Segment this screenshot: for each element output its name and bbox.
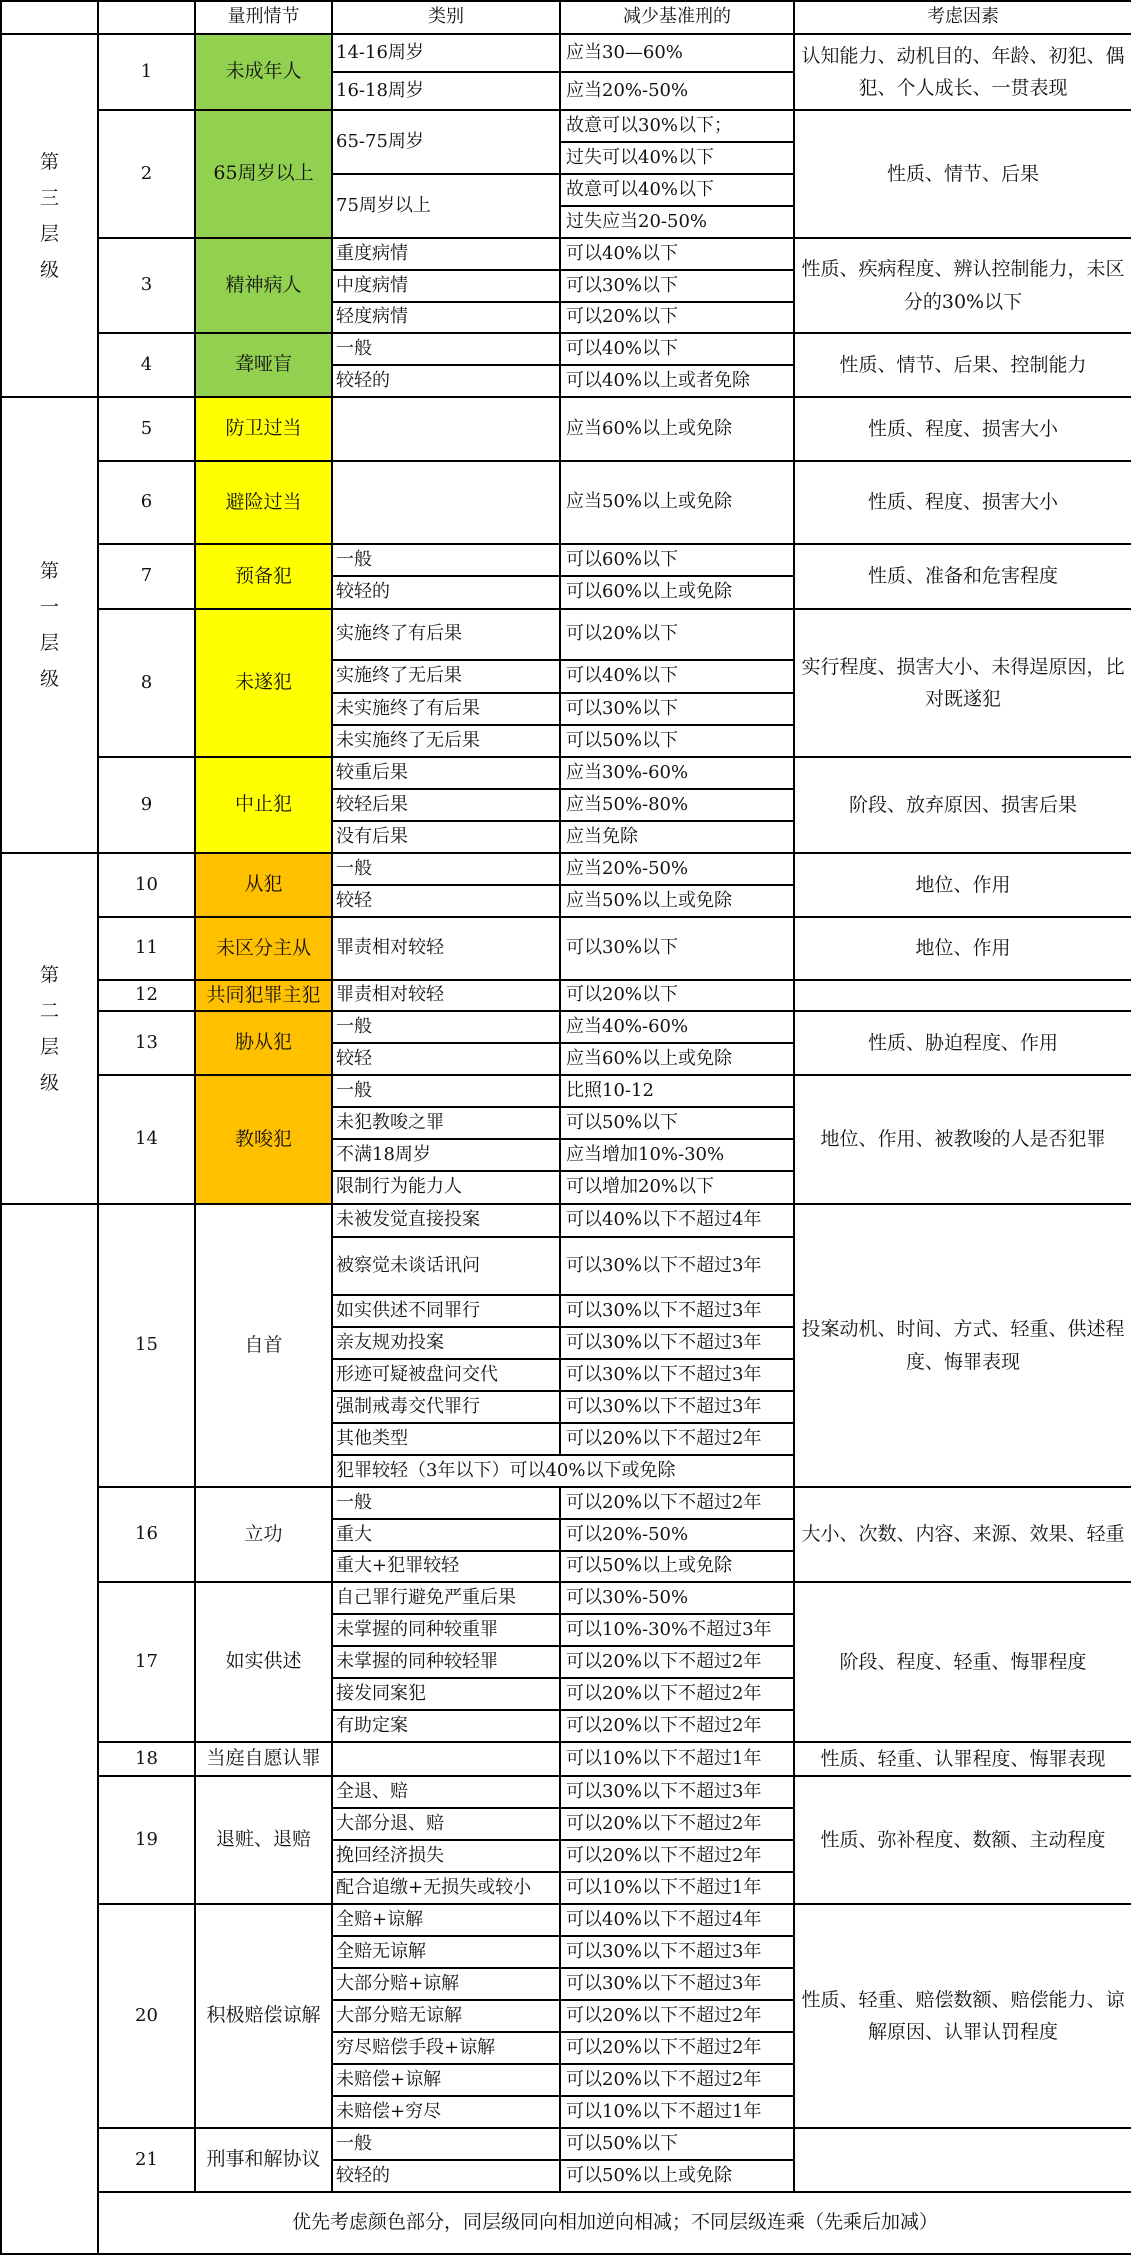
reduction-cell: 应当30—60% xyxy=(560,34,794,72)
reduction-cell: 可以20%以下不超过2年 xyxy=(560,1487,794,1519)
category-cell: 接发同案犯 xyxy=(332,1678,560,1710)
factors-cell: 阶段、放弃原因、损害后果 xyxy=(794,757,1131,853)
row-number: 11 xyxy=(98,917,195,980)
category-cell: 75周岁以上 xyxy=(332,174,560,238)
category-cell: 未赔偿+穷尽 xyxy=(332,2096,560,2128)
row-number: 14 xyxy=(98,1075,195,1204)
category-cell: 一般 xyxy=(332,1075,560,1107)
reduction-cell: 过失可以40%以下 xyxy=(560,142,794,174)
reduction-cell: 应当50%-80% xyxy=(560,789,794,821)
category-cell: 重大 xyxy=(332,1519,560,1551)
circumstance-cell: 精神病人 xyxy=(195,238,332,333)
category-cell xyxy=(332,1742,560,1776)
row-number: 20 xyxy=(98,1904,195,2128)
table-row xyxy=(1,1582,1131,1614)
row-number: 9 xyxy=(98,757,195,853)
reduction-cell: 可以30%以下不超过3年 xyxy=(560,1936,794,1968)
category-cell: 罪责相对较轻 xyxy=(332,980,560,1011)
circumstance-cell: 防卫过当 xyxy=(195,397,332,461)
reduction-cell: 可以20%以下 xyxy=(560,609,794,660)
category-cell: 一般 xyxy=(332,1487,560,1519)
factors-cell: 实行程度、损害大小、未得逞原因，比对既遂犯 xyxy=(794,609,1131,757)
category-cell: 全赔无谅解 xyxy=(332,1936,560,1968)
reduction-cell: 应当40%-60% xyxy=(560,1011,794,1043)
reduction-cell: 可以60%以下 xyxy=(560,544,794,576)
table-row xyxy=(1,980,1131,1011)
category-cell: 不满18周岁 xyxy=(332,1139,560,1171)
category-cell: 未掌握的同种较轻罪 xyxy=(332,1646,560,1678)
category-cell: 未实施终了有后果 xyxy=(332,693,560,725)
table-row xyxy=(1,917,1131,980)
table-row xyxy=(1,333,1131,365)
row-number: 8 xyxy=(98,609,195,757)
tier-label-fourth xyxy=(1,1204,98,2254)
reduction-cell: 可以10%以下不超过1年 xyxy=(560,1742,794,1776)
category-cell: 穷尽赔偿手段+谅解 xyxy=(332,2032,560,2064)
reduction-cell: 可以30%以下不超过3年 xyxy=(560,1327,794,1359)
table-row xyxy=(1,853,1131,885)
reduction-cell: 可以30%以下 xyxy=(560,693,794,725)
reduction-cell: 应当50%以上或免除 xyxy=(560,885,794,917)
category-cell: 未被发觉直接投案 xyxy=(332,1204,560,1237)
table-row xyxy=(1,544,1131,576)
factors-cell: 性质、弥补程度、数额、主动程度 xyxy=(794,1776,1131,1904)
tier-text: 第一层级 xyxy=(39,560,59,690)
circumstance-cell: 65周岁以上 xyxy=(195,110,332,238)
category-cell: 罪责相对较轻 xyxy=(332,917,560,980)
reduction-cell: 可以40%以下 xyxy=(560,238,794,270)
reduction-cell: 故意可以40%以下 xyxy=(560,174,794,206)
table-row xyxy=(1,2128,1131,2160)
table-row xyxy=(1,1742,1131,1776)
category-cell: 一般 xyxy=(332,853,560,885)
reduction-cell: 可以增加20%以下 xyxy=(560,1171,794,1204)
factors-cell: 性质、胁迫程度、作用 xyxy=(794,1011,1131,1075)
category-cell xyxy=(332,461,560,544)
category-cell: 配合追缴+无损失或较小 xyxy=(332,1872,560,1904)
category-cell: 全退、赔 xyxy=(332,1776,560,1808)
row-number: 1 xyxy=(98,34,195,110)
reduction-cell: 可以60%以上或免除 xyxy=(560,576,794,609)
reduction-cell: 可以20%以下不超过2年 xyxy=(560,1678,794,1710)
reduction-cell: 可以30%以下 xyxy=(560,917,794,980)
circumstance-cell: 未成年人 xyxy=(195,34,332,110)
circumstance-cell: 避险过当 xyxy=(195,461,332,544)
category-cell: 较轻的 xyxy=(332,2160,560,2192)
table-row xyxy=(1,397,1131,461)
reduction-cell: 可以20%以下 xyxy=(560,980,794,1011)
tier-label-second xyxy=(1,853,98,1204)
reduction-cell: 可以30%以下不超过3年 xyxy=(560,1359,794,1391)
header-no xyxy=(98,1,195,34)
circumstance-cell: 未遂犯 xyxy=(195,609,332,757)
reduction-cell: 可以30%-50% xyxy=(560,1582,794,1614)
reduction-cell: 可以10%以下不超过1年 xyxy=(560,2096,794,2128)
row-number: 16 xyxy=(98,1487,195,1582)
header-circumstance: 量刑情节 xyxy=(195,1,332,34)
reduction-cell: 可以30%以下 xyxy=(560,270,794,302)
category-cell: 大部分赔无谅解 xyxy=(332,2000,560,2032)
reduction-cell: 故意可以30%以下； xyxy=(560,110,794,142)
row-number: 6 xyxy=(98,461,195,544)
factors-cell xyxy=(794,2128,1131,2192)
table-row xyxy=(1,757,1131,789)
circumstance-cell: 共同犯罪主犯 xyxy=(195,980,332,1011)
factors-cell: 性质、程度、损害大小 xyxy=(794,461,1131,544)
row-number: 3 xyxy=(98,238,195,333)
circumstance-cell: 从犯 xyxy=(195,853,332,917)
reduction-cell: 应当增加10%-30% xyxy=(560,1139,794,1171)
circumstance-cell: 积极赔偿谅解 xyxy=(195,1904,332,2128)
category-cell: 较轻 xyxy=(332,1043,560,1075)
factors-cell: 地位、作用、被教唆的人是否犯罪 xyxy=(794,1075,1131,1204)
factors-cell: 地位、作用 xyxy=(794,917,1131,980)
header-category: 类别 xyxy=(332,1,560,34)
header-tier xyxy=(1,1,98,34)
category-cell: 轻度病情 xyxy=(332,302,560,333)
category-cell: 形迹可疑被盘问交代 xyxy=(332,1359,560,1391)
reduction-cell: 可以20%以下不超过2年 xyxy=(560,1710,794,1742)
table-row xyxy=(1,1075,1131,1107)
reduction-cell: 可以20%以下不超过2年 xyxy=(560,2064,794,2096)
category-cell: 全赔+谅解 xyxy=(332,1904,560,1936)
factors-cell: 性质、准备和危害程度 xyxy=(794,544,1131,609)
table-row xyxy=(1,1487,1131,1519)
table-row xyxy=(1,461,1131,544)
header-row xyxy=(1,1,1131,34)
category-cell: 有助定案 xyxy=(332,1710,560,1742)
reduction-cell: 可以50%以上或免除 xyxy=(560,2160,794,2192)
reduction-cell: 可以30%以下不超过3年 xyxy=(560,1295,794,1327)
category-cell: 未实施终了无后果 xyxy=(332,725,560,757)
reduction-cell: 可以50%以下 xyxy=(560,725,794,757)
reduction-cell: 可以10%-30%不超过3年 xyxy=(560,1614,794,1646)
reduction-cell: 可以10%以下不超过1年 xyxy=(560,1872,794,1904)
category-cell: 较轻的 xyxy=(332,365,560,397)
category-cell: 一般 xyxy=(332,333,560,365)
factors-cell: 性质、程度、损害大小 xyxy=(794,397,1131,461)
row-number: 2 xyxy=(98,110,195,238)
row-number: 21 xyxy=(98,2128,195,2192)
table-row xyxy=(1,1011,1131,1043)
circumstance-cell: 如实供述 xyxy=(195,1582,332,1742)
reduction-cell: 应当60%以上或免除 xyxy=(560,1043,794,1075)
reduction-cell: 可以20%以下不超过2年 xyxy=(560,1423,794,1455)
header-reduction: 减少基准刑的 xyxy=(560,1,794,34)
category-cell: 没有后果 xyxy=(332,821,560,853)
table-row xyxy=(1,34,1131,72)
reduction-cell: 应当20%-50% xyxy=(560,72,794,110)
circumstance-cell: 教唆犯 xyxy=(195,1075,332,1204)
row-number: 19 xyxy=(98,1776,195,1904)
category-cell: 未犯教唆之罪 xyxy=(332,1107,560,1139)
reduction-cell: 比照10-12 xyxy=(560,1075,794,1107)
circumstance-cell: 自首 xyxy=(195,1204,332,1487)
row-number: 4 xyxy=(98,333,195,397)
category-cell: 一般 xyxy=(332,1011,560,1043)
category-cell: 一般 xyxy=(332,2128,560,2160)
category-cell: 未赔偿+谅解 xyxy=(332,2064,560,2096)
table-row xyxy=(1,110,1131,142)
circumstance-cell: 胁从犯 xyxy=(195,1011,332,1075)
reduction-cell: 可以30%以下不超过3年 xyxy=(560,1237,794,1295)
factors-cell xyxy=(794,980,1131,1011)
row-number: 12 xyxy=(98,980,195,1011)
reduction-cell: 可以50%以上或免除 xyxy=(560,1551,794,1582)
category-cell: 较轻 xyxy=(332,885,560,917)
tier-text: 第三层级 xyxy=(39,150,59,281)
factors-cell: 地位、作用 xyxy=(794,853,1131,917)
reduction-cell: 可以40%以上或者免除 xyxy=(560,365,794,397)
category-cell: 未掌握的同种较重罪 xyxy=(332,1614,560,1646)
row-number: 10 xyxy=(98,853,195,917)
category-cell: 限制行为能力人 xyxy=(332,1171,560,1204)
note-cell: 犯罪较轻（3年以下）可以40%以下或免除 xyxy=(332,1455,794,1487)
row-number: 7 xyxy=(98,544,195,609)
circumstance-cell: 聋哑盲 xyxy=(195,333,332,397)
reduction-cell: 可以20%以下不超过2年 xyxy=(560,1646,794,1678)
category-cell: 较重后果 xyxy=(332,757,560,789)
factors-cell: 性质、情节、后果 xyxy=(794,110,1131,238)
tier-text: 第二层级 xyxy=(39,963,59,1094)
circumstance-cell: 当庭自愿认罪 xyxy=(195,1742,332,1776)
reduction-cell: 应当免除 xyxy=(560,821,794,853)
circumstance-cell: 刑事和解协议 xyxy=(195,2128,332,2192)
row-number: 5 xyxy=(98,397,195,461)
tier-label-first xyxy=(1,397,98,853)
factors-cell: 认知能力、动机目的、年龄、初犯、偶犯、个人成长、一贯表现 xyxy=(794,34,1131,110)
reduction-cell: 应当50%以上或免除 xyxy=(560,461,794,544)
category-cell: 16-18周岁 xyxy=(332,72,560,110)
table-row xyxy=(1,609,1131,660)
table-row xyxy=(1,1904,1131,1936)
factors-cell: 性质、轻重、认罪程度、悔罪表现 xyxy=(794,1742,1131,1776)
reduction-cell: 可以40%以下 xyxy=(560,333,794,365)
category-cell: 实施终了无后果 xyxy=(332,660,560,693)
reduction-cell: 可以20%以下不超过2年 xyxy=(560,2000,794,2032)
reduction-cell: 应当20%-50% xyxy=(560,853,794,885)
category-cell: 中度病情 xyxy=(332,270,560,302)
reduction-cell: 可以20%以下不超过2年 xyxy=(560,2032,794,2064)
reduction-cell: 可以20%以下不超过2年 xyxy=(560,1840,794,1872)
circumstance-cell: 中止犯 xyxy=(195,757,332,853)
reduction-cell: 可以40%以下不超过4年 xyxy=(560,1904,794,1936)
category-cell: 14-16周岁 xyxy=(332,34,560,72)
category-cell: 一般 xyxy=(332,544,560,576)
row-number: 17 xyxy=(98,1582,195,1742)
category-cell: 较轻后果 xyxy=(332,789,560,821)
footer-note: 优先考虑颜色部分，同层级同向相加逆向相减；不同层级连乘（先乘后加减） xyxy=(98,2192,1131,2254)
category-cell: 如实供述不同罪行 xyxy=(332,1295,560,1327)
tier-label-third xyxy=(1,34,98,397)
reduction-cell: 可以50%以下 xyxy=(560,1107,794,1139)
reduction-cell: 过失应当20-50% xyxy=(560,206,794,238)
category-cell: 大部分退、赔 xyxy=(332,1808,560,1840)
category-cell: 强制戒毒交代罪行 xyxy=(332,1391,560,1423)
category-cell: 亲友规劝投案 xyxy=(332,1327,560,1359)
category-cell: 自己罪行避免严重后果 xyxy=(332,1582,560,1614)
footer-row xyxy=(1,2192,1131,2254)
category-cell: 大部分赔+谅解 xyxy=(332,1968,560,2000)
category-cell: 较轻的 xyxy=(332,576,560,609)
table-body xyxy=(1,34,1131,2254)
factors-cell: 大小、次数、内容、来源、效果、轻重 xyxy=(794,1487,1131,1582)
reduction-cell: 可以20%-50% xyxy=(560,1519,794,1551)
category-cell: 其他类型 xyxy=(332,1423,560,1455)
category-cell: 65-75周岁 xyxy=(332,110,560,174)
reduction-cell: 可以30%以下不超过3年 xyxy=(560,1391,794,1423)
reduction-cell: 应当60%以上或免除 xyxy=(560,397,794,461)
table-row xyxy=(1,1204,1131,1237)
reduction-cell: 可以20%以下不超过2年 xyxy=(560,1808,794,1840)
reduction-cell: 可以30%以下不超过3年 xyxy=(560,1776,794,1808)
reduction-cell: 可以40%以下 xyxy=(560,660,794,693)
table-row xyxy=(1,238,1131,270)
reduction-cell: 可以50%以下 xyxy=(560,2128,794,2160)
category-cell: 被察觉未谈话讯问 xyxy=(332,1237,560,1295)
circumstance-cell: 立功 xyxy=(195,1487,332,1582)
factors-cell: 阶段、程度、轻重、悔罪程度 xyxy=(794,1582,1131,1742)
factors-cell: 性质、轻重、赔偿数额、赔偿能力、谅解原因、认罪认罚程度 xyxy=(794,1904,1131,2128)
circumstance-cell: 未区分主从 xyxy=(195,917,332,980)
category-cell: 重度病情 xyxy=(332,238,560,270)
row-number: 18 xyxy=(98,1742,195,1776)
reduction-cell: 应当30%-60% xyxy=(560,757,794,789)
category-cell: 挽回经济损失 xyxy=(332,1840,560,1872)
category-cell: 实施终了有后果 xyxy=(332,609,560,660)
reduction-cell: 可以30%以下不超过3年 xyxy=(560,1968,794,2000)
category-cell: 重大+犯罪较轻 xyxy=(332,1551,560,1582)
table-row xyxy=(1,1776,1131,1808)
factors-cell: 投案动机、时间、方式、轻重、供述程度、悔罪表现 xyxy=(794,1204,1131,1487)
factors-cell: 性质、疾病程度、辨认控制能力，未区分的30%以下 xyxy=(794,238,1131,333)
circumstance-cell: 退赃、退赔 xyxy=(195,1776,332,1904)
row-number: 15 xyxy=(98,1204,195,1487)
category-cell xyxy=(332,397,560,461)
reduction-cell: 可以40%以下不超过4年 xyxy=(560,1204,794,1237)
header-factors: 考虑因素 xyxy=(794,1,1131,34)
circumstance-cell: 预备犯 xyxy=(195,544,332,609)
factors-cell: 性质、情节、后果、控制能力 xyxy=(794,333,1131,397)
reduction-cell: 可以20%以下 xyxy=(560,302,794,333)
row-number: 13 xyxy=(98,1011,195,1075)
